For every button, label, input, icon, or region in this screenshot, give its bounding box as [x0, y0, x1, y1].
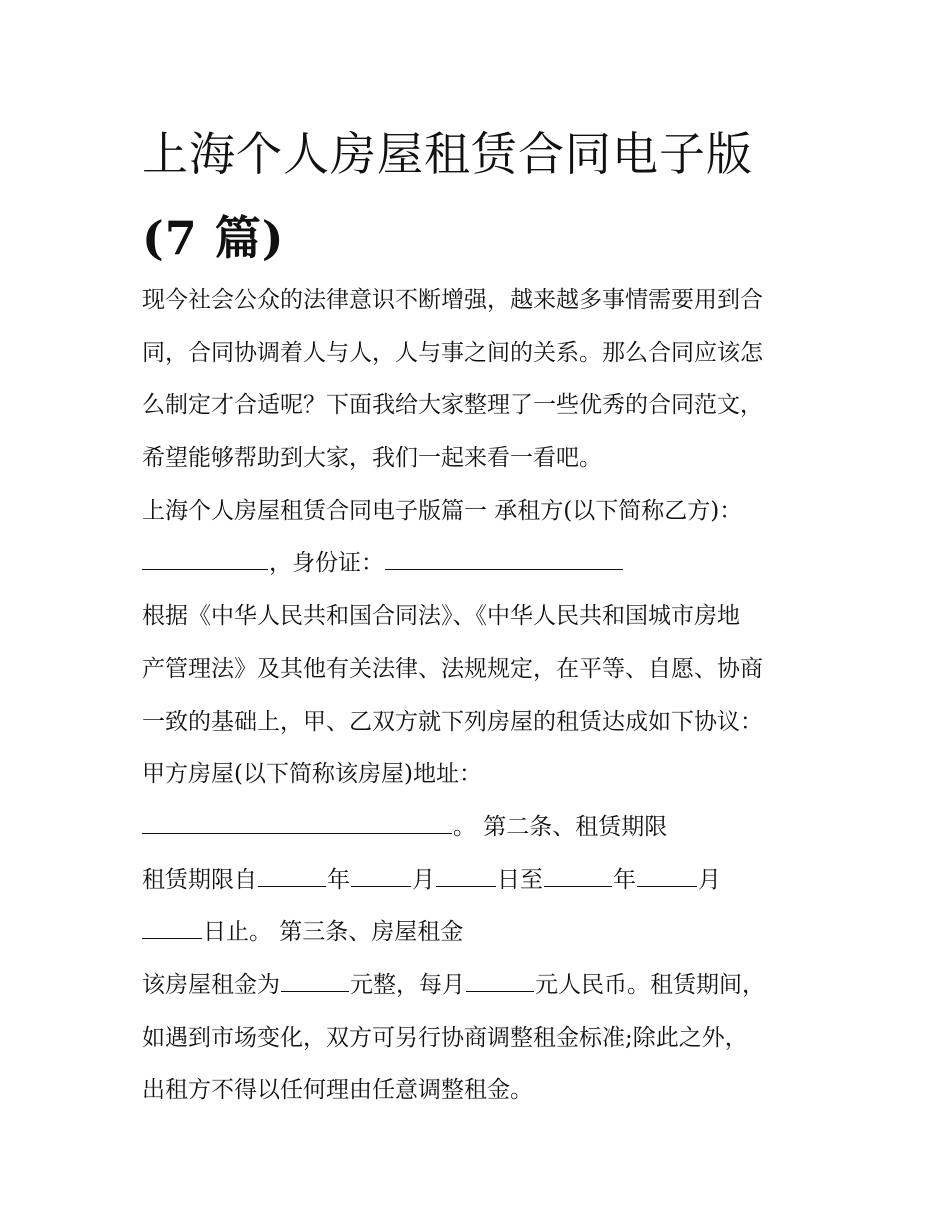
- document-title: [142, 112, 842, 280]
- rent-prefix: 该房屋租金为: [142, 971, 280, 998]
- rent-suffix: 元人民币。租赁期间，: [535, 971, 765, 998]
- blank-start-year: [258, 864, 326, 887]
- term-prefix: 租赁期限自: [142, 866, 257, 893]
- rent-line: [142, 959, 822, 1012]
- paragraph-line: 甲方房屋(以下简称该房屋)地址：: [142, 761, 482, 788]
- term-line: [142, 854, 822, 907]
- address-after: 。 第二条、租赁期限: [453, 813, 668, 840]
- term-month-2: 月: [698, 866, 721, 893]
- address-line: [142, 801, 822, 854]
- paragraph-line: 同，合同协调着人与人，人与事之间的关系。那么合同应该怎: [142, 339, 763, 366]
- term-month-1: 月: [412, 866, 435, 893]
- paragraph-line: 希望能够帮助到大家，我们一起来看一看吧。: [142, 445, 602, 472]
- paragraph-line: 一致的基础上，甲、乙双方就下列房屋的租赁达成如下协议：: [142, 708, 763, 735]
- blank-name: [142, 547, 268, 570]
- blank-start-month: [351, 864, 411, 887]
- paragraph-line: 如遇到市场变化，双方可另行协商调整租金标准;除此之外，: [142, 1024, 748, 1051]
- paragraph-line: 么制定才合适呢？下面我给大家整理了一些优秀的合同范文，: [142, 392, 763, 419]
- blank-end-day: [142, 916, 202, 939]
- blank-end-year: [544, 864, 612, 887]
- blank-rent-total: [281, 969, 349, 992]
- title-line-1: 上海个人房屋租赁合同电子版: [142, 127, 753, 181]
- term-year-1: 年: [327, 866, 350, 893]
- paragraph-line: 现今社会公众的法律意识不断增强，越来越多事情需要用到合: [142, 287, 763, 313]
- blank-rent-monthly: [466, 969, 534, 992]
- id-separator: ，身份证：: [269, 550, 384, 577]
- document-body: [142, 274, 822, 1117]
- paragraph-line: 产管理法》及其他有关法律、法规规定，在平等、自愿、协商: [142, 655, 763, 682]
- rent-mid: 元整，每月: [350, 971, 465, 998]
- blank-id-number: [385, 547, 623, 570]
- blank-start-day: [436, 864, 496, 887]
- term-day-to: 日至: [497, 866, 543, 893]
- id-line: [142, 537, 822, 590]
- title-line-2: (7 篇): [142, 211, 285, 265]
- paragraph-line: 上海个人房屋租赁合同电子版篇一 承租方(以下简称乙方)：: [142, 497, 743, 524]
- term-end-after: 日止。 第三条、房屋租金: [203, 919, 464, 946]
- blank-end-month: [637, 864, 697, 887]
- term-year-2: 年: [613, 866, 636, 893]
- paragraph-line: 根据《中华人民共和国合同法》、《中华人民共和国城市房地: [142, 603, 740, 630]
- term-end-line: [142, 906, 822, 959]
- blank-address: [142, 811, 452, 834]
- paragraph-line: 出租方不得以任何理由任意调整租金。: [142, 1077, 533, 1104]
